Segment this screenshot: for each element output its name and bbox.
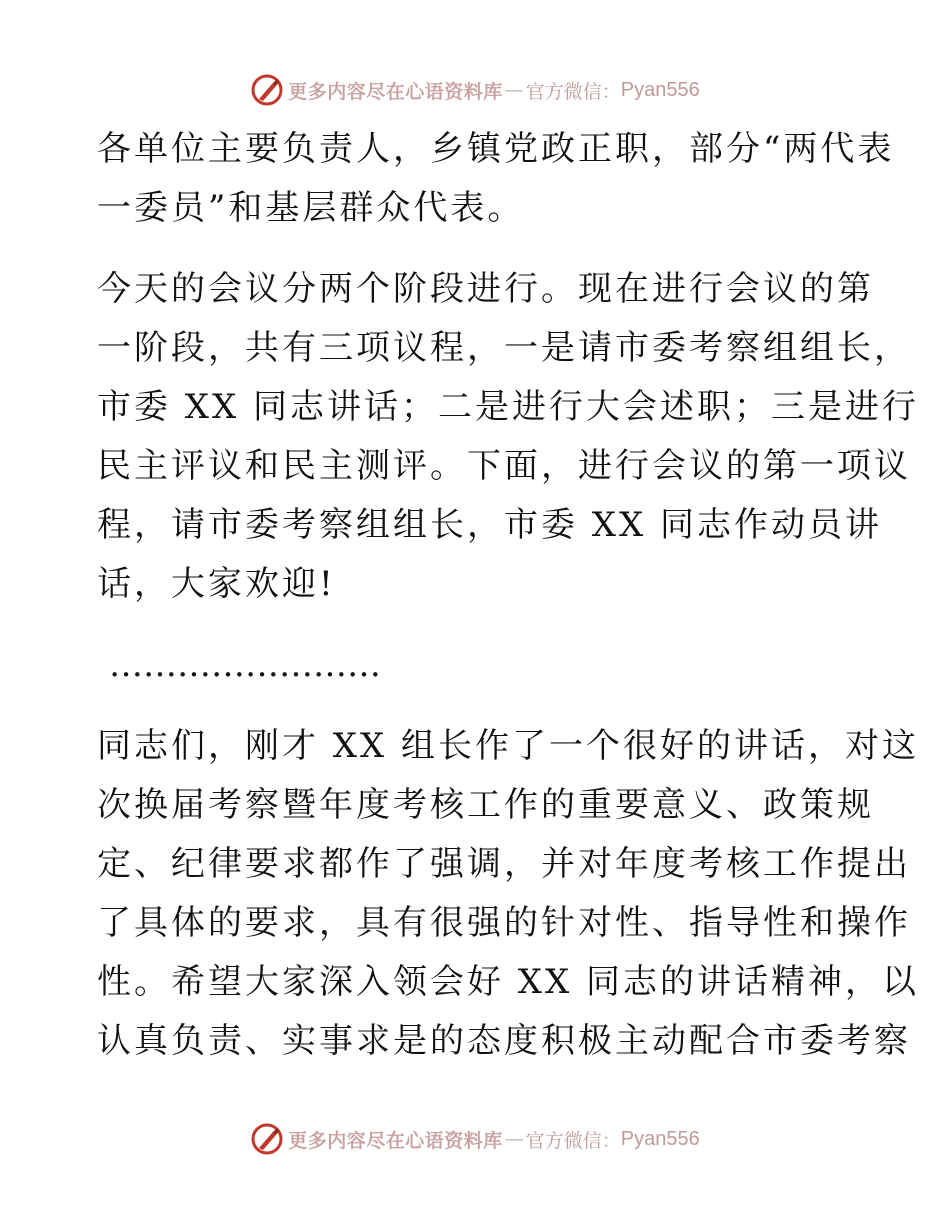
banner-wechat-id: Pyan556	[620, 1127, 700, 1150]
text-line: 定、纪律要求都作了强调，并对年度考核工作提出	[97, 844, 911, 884]
text-line: 性。希望大家深入领会好 XX 同志的讲话精神，以	[97, 962, 920, 1002]
text-line: 各单位主要负责人，乡镇党政正职，部分“两代表	[97, 129, 895, 169]
text-line: 民主评议和民主测评。下面，进行会议的第一项议	[97, 446, 911, 486]
text-line: 认真负责、实事求是的态度积极主动配合市委考察	[97, 1021, 911, 1061]
text-line: 一阶段，共有三项议程，一是请市委考察组组长，	[97, 328, 911, 368]
banner-title: 更多内容尽在心语资料库	[288, 1129, 503, 1152]
text-line: 话，大家欢迎!	[97, 564, 336, 604]
pen-logo-icon	[250, 73, 284, 107]
paragraph-2	[97, 260, 920, 614]
paragraph-3	[97, 717, 920, 1071]
text-line: 市委 XX 同志讲话；二是进行大会述职；三是进行	[97, 387, 920, 427]
text-line: 次换届考察暨年度考核工作的重要意义、政策规	[97, 785, 874, 825]
text-line: 今天的会议分两个阶段进行。现在进行会议的第	[97, 269, 874, 309]
banner-separator: —	[504, 79, 524, 101]
banner-wechat-id: Pyan556	[620, 78, 700, 101]
banner-title: 更多内容尽在心语资料库	[288, 80, 503, 103]
pen-logo-icon	[250, 1122, 284, 1156]
banner-wechat-label: 官方微信：	[525, 1129, 621, 1152]
banner-wechat-label: 官方微信：	[525, 80, 621, 103]
footer-banner	[0, 1119, 950, 1159]
text-line: 程，请市委考察组组长，市委 XX 同志作动员讲	[97, 505, 883, 545]
banner-separator: —	[504, 1128, 524, 1150]
text-line: 同志们，刚才 XX 组长作了一个很好的讲话，对这	[97, 726, 920, 766]
document-body	[97, 120, 920, 1071]
text-line: 了具体的要求，具有很强的针对性、指导性和操作	[97, 903, 911, 943]
ellipsis-divider	[97, 636, 857, 695]
text-line: 一委员”和基层群众代表。	[97, 188, 525, 228]
paragraph-1	[97, 120, 895, 238]
text-line: ……………………	[109, 645, 381, 685]
header-banner	[0, 70, 950, 110]
